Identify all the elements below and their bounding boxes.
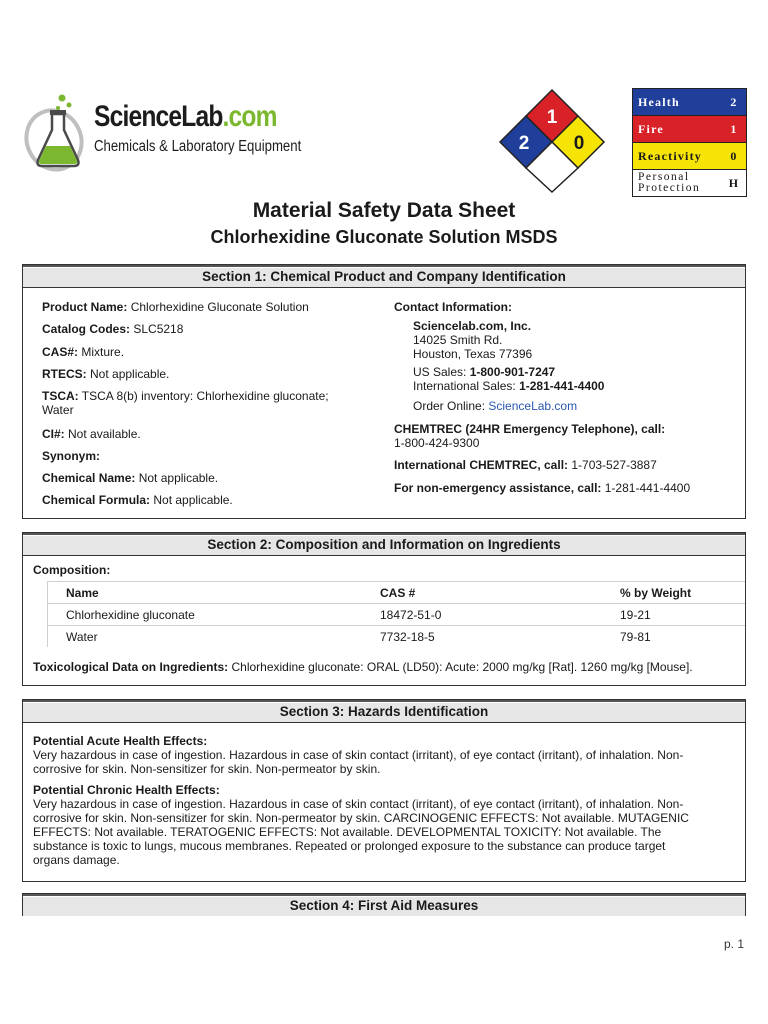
field-tsca: TSCA: TSCA 8(b) inventory: Chlorhexidine gluconate; Water	[42, 389, 329, 417]
field-synonym: Synonym:	[42, 449, 101, 463]
section-heading: Section 4: First Aid Measures	[23, 894, 745, 916]
field-chemical-name: Chemical Name: Not applicable.	[42, 471, 219, 485]
sciencelab-logo	[22, 86, 312, 182]
section-heading: Section 3: Hazards Identification	[23, 700, 745, 723]
acute-effects-label: Potential Acute Health Effects:	[33, 734, 208, 748]
composition-label: Composition:	[33, 563, 111, 577]
hazard-row-reactivity	[633, 143, 746, 170]
toxicological-data: Toxicological Data on Ingredients: Chlorhexidine gluconate: ORAL (LD50): Acute: 2000 mg/kg [Rat]. 1260 mg/kg [Mouse].	[33, 660, 693, 674]
ingredient-name: Water	[48, 626, 363, 648]
section-1	[22, 264, 746, 519]
acute-effects-text: Very hazardous in case of ingestion. Hazardous in case of skin contact (irritant), of eye contact (irritant), of inhalation. Non- corrosive for skin. Non-sensitizer for skin. Non-permeator by skin.	[33, 748, 684, 776]
chemtrec-phone: 1-800-424-9300	[394, 436, 480, 450]
table-header-row	[48, 582, 746, 604]
chronic-effects-text: Very hazardous in case of ingestion. Hazardous in case of skin contact (irritant), of eye contact (irritant), of inhalation. Non- corrosive for skin. Non-sensitizer for skin. Non-permeator by skin. CARCINOGENIC EFFECTS: Not available. MUTAGENIC EFFECTS: Not available. TERATOGENIC EFFECTS: Not available. DEVELOPMENTAL TOXICITY: Not available. The substance is toxic to lungs, mucous membranes. Repeated or prolonged exposure to the substance can produce target organs damage.	[33, 797, 689, 867]
document-title: Material Safety Data Sheet	[252, 199, 516, 222]
contact-address-line2: Houston, Texas 77396	[413, 347, 533, 361]
ingredient-name: Chlorhexidine gluconate	[48, 604, 363, 626]
field-cas: CAS#: Mixture.	[42, 345, 125, 359]
logo-tagline: Chemicals & Laboratory Equipment	[94, 138, 302, 155]
ingredient-cas: 18472-51-0	[362, 604, 602, 626]
contact-order-online: Order Online: ScienceLab.com	[413, 399, 578, 413]
hazard-value: 1	[730, 121, 738, 136]
section-3	[22, 699, 746, 882]
contact-label: Contact Information:	[394, 300, 512, 314]
hazard-value: 2	[730, 94, 738, 109]
composition-table	[47, 581, 745, 647]
ingredient-weight: 19-21	[602, 604, 745, 626]
column-header-name: Name	[48, 582, 363, 604]
hazard-label: Fire	[638, 121, 664, 136]
document-subtitle: Chlorhexidine Gluconate Solution MSDS	[210, 227, 558, 247]
hazard-row-health	[633, 89, 746, 116]
page-number: p. 1	[723, 937, 744, 951]
column-header-cas: CAS #	[362, 582, 602, 604]
nfpa-reactivity-value: 0	[573, 133, 585, 154]
table-row	[48, 604, 746, 626]
section-heading: Section 1: Chemical Product and Company Identification	[23, 265, 745, 288]
section-2	[22, 532, 746, 686]
field-ci: CI#: Not available.	[42, 427, 141, 441]
nfpa-health-value: 2	[518, 133, 530, 154]
logo-wordmark: ScienceLab.com	[94, 100, 277, 133]
contact-us-sales: US Sales: 1-800-901-7247	[413, 365, 556, 379]
hazard-rating-table	[632, 88, 747, 197]
nfpa-diamond	[497, 88, 607, 194]
chronic-effects-label: Potential Chronic Health Effects:	[33, 783, 220, 797]
non-emergency-contact: For non-emergency assistance, call: 1-281-441-4400	[394, 481, 691, 495]
chemtrec-label: CHEMTREC (24HR Emergency Telephone), call:	[394, 422, 666, 436]
hazard-value: H	[728, 175, 740, 190]
column-header-weight: % by Weight	[602, 582, 745, 604]
field-chemical-formula: Chemical Formula: Not applicable.	[42, 493, 233, 507]
hazard-label: Personal Protection	[638, 171, 701, 194]
ingredient-cas: 7732-18-5	[362, 626, 602, 648]
hazard-row-personal-protection	[633, 170, 746, 196]
field-catalog-codes: Catalog Codes: SLC5218	[42, 322, 184, 336]
intl-chemtrec: International CHEMTREC, call: 1-703-527-3887	[394, 458, 657, 472]
hazard-row-fire	[633, 116, 746, 143]
field-product-name: Product Name: Chlorhexidine Gluconate Solution	[42, 300, 309, 314]
hazard-label: Reactivity	[638, 148, 702, 163]
table-row	[48, 626, 746, 648]
hazard-label: Health	[638, 94, 680, 109]
section-heading: Section 2: Composition and Information on Ingredients	[23, 533, 745, 556]
hazard-value: 0	[730, 148, 738, 163]
flask-icon	[22, 90, 92, 178]
sciencelab-link[interactable]: ScienceLab.com	[488, 399, 578, 413]
contact-company: Sciencelab.com, Inc.	[413, 319, 532, 333]
contact-intl-sales: International Sales: 1-281-441-4400	[413, 379, 605, 393]
section-4	[22, 893, 746, 916]
ingredient-weight: 79-81	[602, 626, 745, 648]
contact-address-line1: 14025 Smith Rd.	[413, 333, 503, 347]
nfpa-fire-value: 1	[546, 107, 558, 128]
field-rtecs: RTECS: Not applicable.	[42, 367, 170, 381]
